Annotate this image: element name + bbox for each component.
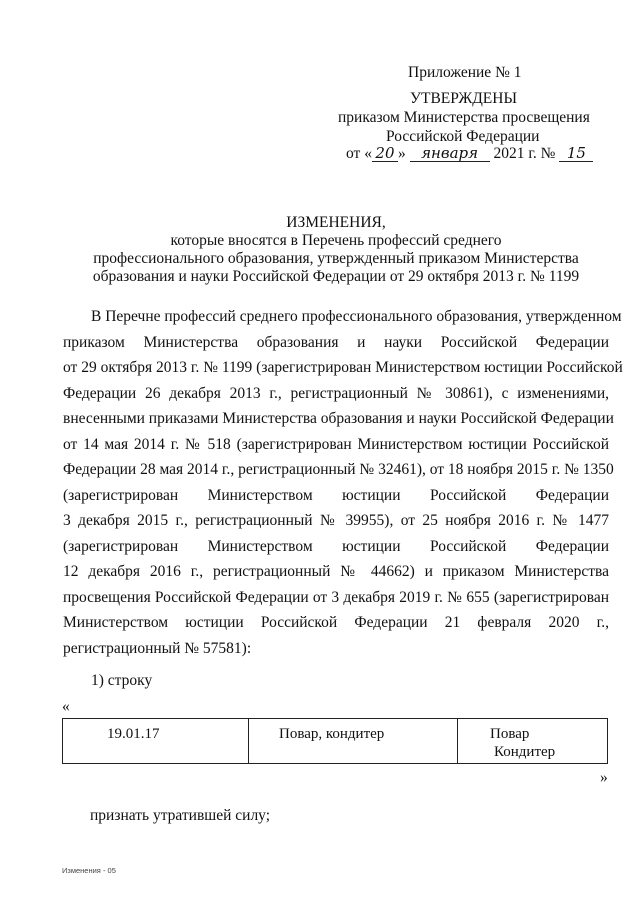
doc-title-line3: образования и науки Российской Федерации от 29 октября 2013 г. № 1199: [92, 268, 580, 285]
profession-table: [62, 718, 608, 764]
item-1: 1) строку: [91, 672, 153, 689]
body-line: просвещения Российской Федерации от 3 декабря 2019 г. № 655 (зарегистрирован: [63, 588, 609, 606]
cell-qualifications: [458, 719, 608, 764]
appendix-label: Приложение № 1: [408, 64, 522, 81]
body-line: В Перечне профессий среднего профессионального образования, утвержденном: [91, 308, 622, 325]
close-quote: »: [600, 769, 608, 786]
approved-by-line1: приказом Министерства просвещения: [338, 109, 590, 126]
date-month: января: [410, 145, 490, 162]
date-prefix: от «: [346, 145, 372, 162]
body-line: 12 декабря 2016 г., регистрационный № 44662) и приказом Министерства: [63, 563, 609, 580]
doc-title: ИЗМЕНЕНИЯ,: [286, 214, 386, 231]
body-line: от 14 мая 2014 г. № 518 (зарегистрирован Министерством юстиции Российской: [63, 435, 609, 453]
approval-date: [346, 144, 593, 163]
body-line: от 29 октября 2013 г. № 1199 (зарегистрирован Министерством юстиции Российской: [63, 359, 623, 376]
cell-code: 19.01.17: [63, 719, 249, 764]
date-day: 20: [372, 145, 398, 162]
body-line: (зарегистрирован Министерством юстиции Российской Федерации: [63, 486, 609, 504]
date-year: 2021 г. №: [493, 145, 556, 162]
order-number: 15: [559, 145, 593, 162]
body-line: 3 декабря 2015 г., регистрационный № 39955), от 25 ноября 2016 г. № 1477: [63, 512, 609, 529]
date-mid: »: [397, 145, 406, 162]
doc-title-line2: профессионального образования, утвержденный приказом Министерства: [93, 250, 579, 267]
approved-by-line2: Российской Федерации: [386, 128, 540, 145]
doc-title-line1: которые вносятся в Перечень профессий среднего: [170, 232, 502, 249]
approved-label: УТВЕРЖДЕНЫ: [410, 90, 517, 107]
body-paragraph: [63, 304, 623, 661]
open-quote: «: [62, 698, 70, 715]
body-line: приказом Министерства образования и науки Российской Федерации: [63, 333, 609, 351]
footer-label: Изменения - 05: [62, 866, 116, 875]
body-line: Министерством юстиции Российской Федерации 21 февраля 2020 г.,: [63, 614, 609, 631]
body-line: внесенными приказами Министерства образования и науки Российской Федерации: [63, 410, 614, 427]
qualification-item: Кондитер: [494, 744, 556, 760]
body-line: Федерации 26 декабря 2013 г., регистрационный № 30861), с изменениями,: [63, 384, 609, 402]
body-line: Федерации 28 мая 2014 г., регистрационный № 32461), от 18 ноября 2015 г. № 1350: [63, 461, 614, 478]
cell-profession: Повар, кондитер: [249, 719, 458, 764]
table-row: [63, 719, 608, 764]
body-line: регистрационный № 57581):: [63, 639, 252, 657]
conclusion-text: признать утратившей силу;: [90, 807, 271, 824]
qualification-item: Повар: [490, 726, 530, 742]
body-line: (зарегистрирован Министерством юстиции Российской Федерации: [63, 537, 609, 555]
